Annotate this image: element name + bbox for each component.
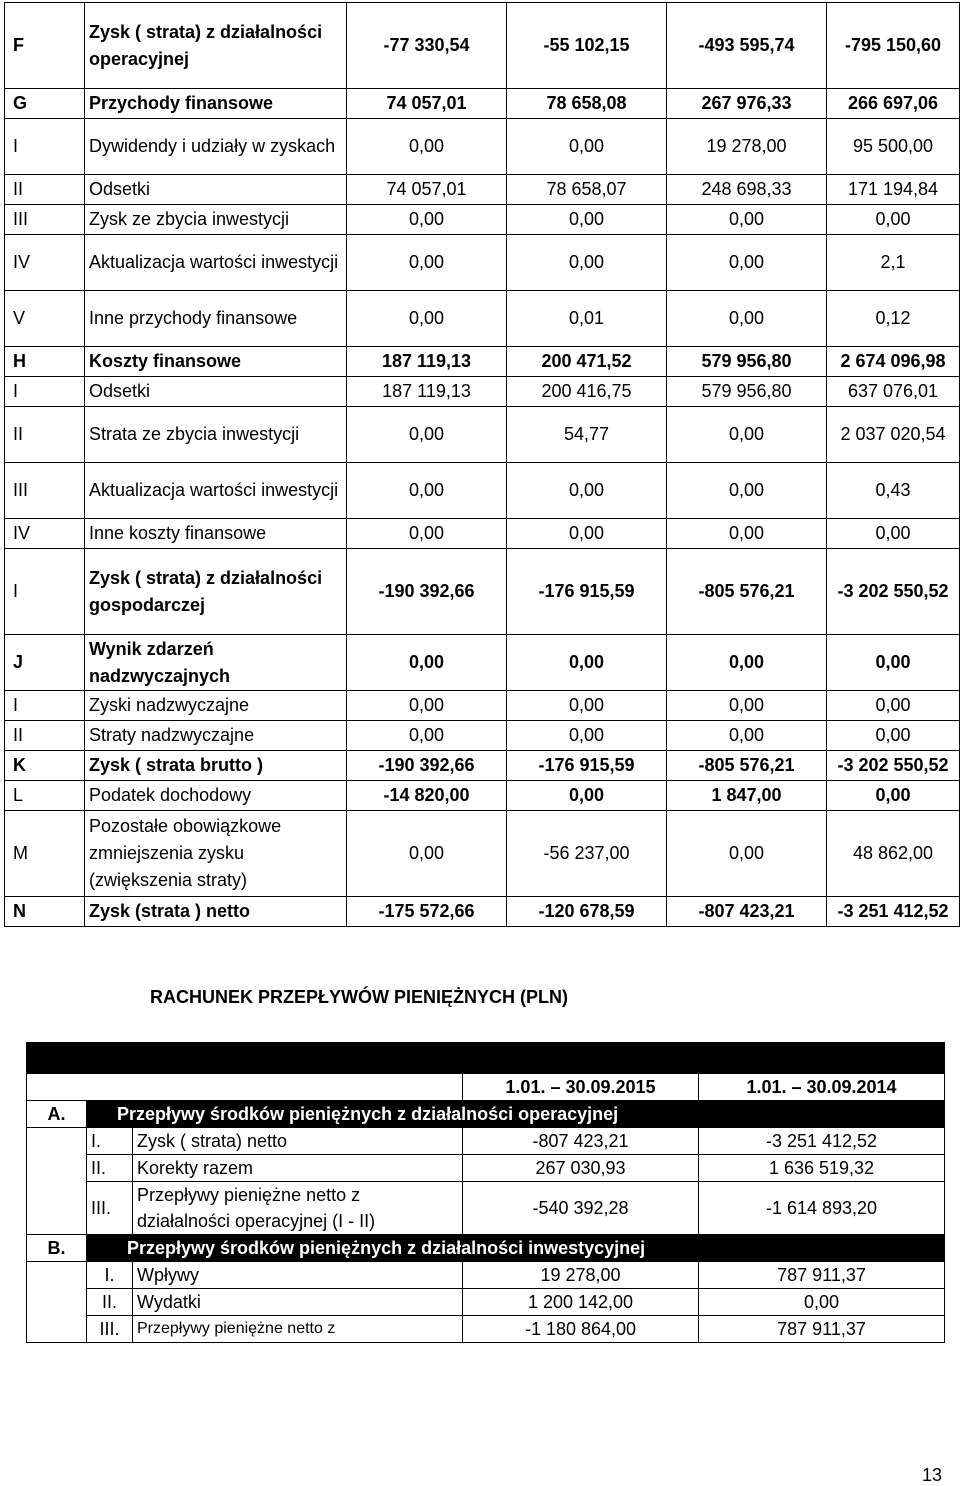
row-code: III. (87, 1182, 133, 1235)
row-value-2014: 0,00 (699, 1289, 945, 1316)
row-value-2015: -1 180 864,00 (463, 1316, 699, 1343)
cashflow-row (27, 1155, 945, 1182)
period-2015-header: 1.01. – 30.09.2015 (463, 1074, 699, 1101)
row-value-col-1: 0,00 (347, 119, 507, 175)
row-value-col-1: 74 057,01 (347, 175, 507, 205)
row-value-col-2: 200 416,75 (507, 377, 667, 407)
row-value-2014: 787 911,37 (699, 1316, 945, 1343)
statement-row (5, 347, 960, 377)
row-value-col-2: 78 658,07 (507, 175, 667, 205)
row-label: Podatek dochodowy (85, 781, 347, 811)
statement-row (5, 721, 960, 751)
row-value-col-1: -190 392,66 (347, 751, 507, 781)
row-value-col-1: -77 330,54 (347, 3, 507, 89)
statement-row (5, 377, 960, 407)
row-value-col-4: 0,00 (827, 721, 960, 751)
row-value-col-4: 95 500,00 (827, 119, 960, 175)
row-value-col-2: 0,00 (507, 205, 667, 235)
statement-row (5, 235, 960, 291)
row-code: II (5, 721, 85, 751)
row-value-col-3: 0,00 (667, 463, 827, 519)
cashflow-row (27, 1182, 945, 1235)
row-value-col-4: 0,00 (827, 519, 960, 549)
row-value-col-3: 0,00 (667, 635, 827, 691)
row-value-2014: 1 636 519,32 (699, 1155, 945, 1182)
row-value-col-2: -56 237,00 (507, 811, 667, 897)
statement-row (5, 781, 960, 811)
section-b-header (27, 1235, 945, 1262)
row-label: Aktualizacja wartości inwestycji (85, 463, 347, 519)
row-value-col-3: -493 595,74 (667, 3, 827, 89)
row-label: Dywidendy i udziały w zyskach (85, 119, 347, 175)
row-value-col-3: 0,00 (667, 691, 827, 721)
row-code: K (5, 751, 85, 781)
statement-row (5, 897, 960, 927)
row-label: Odsetki (85, 175, 347, 205)
row-value-col-2: 78 658,08 (507, 89, 667, 119)
row-value-col-4: 2,1 (827, 235, 960, 291)
row-value-col-4: 2 037 020,54 (827, 407, 960, 463)
row-code: II (5, 407, 85, 463)
row-label: Aktualizacja wartości inwestycji (85, 235, 347, 291)
row-code: N (5, 897, 85, 927)
row-value-col-1: 0,00 (347, 463, 507, 519)
row-value-2015: 267 030,93 (463, 1155, 699, 1182)
row-code: III (5, 463, 85, 519)
row-label: Zysk (strata ) netto (85, 897, 347, 927)
statement-row (5, 519, 960, 549)
income-statement-table (4, 2, 960, 927)
row-code: II (5, 175, 85, 205)
row-value-col-4: 48 862,00 (827, 811, 960, 897)
row-value-col-1: -190 392,66 (347, 549, 507, 635)
row-value-col-3: 0,00 (667, 407, 827, 463)
row-value-col-1: -14 820,00 (347, 781, 507, 811)
statement-row (5, 811, 960, 897)
row-value-col-3: 0,00 (667, 721, 827, 751)
row-code: IV (5, 519, 85, 549)
row-label: Zysk ( strata brutto ) (85, 751, 347, 781)
cashflow-row (27, 1316, 945, 1343)
row-value-col-2: 0,00 (507, 463, 667, 519)
row-value-col-3: 579 956,80 (667, 347, 827, 377)
statement-row (5, 549, 960, 635)
row-label: Zysk ( strata) z działalności gospodarczej (85, 549, 347, 635)
row-value-col-3: -805 576,21 (667, 549, 827, 635)
row-value-col-1: 0,00 (347, 407, 507, 463)
row-label: Zysk ( strata) z działalności operacyjnej (85, 3, 347, 89)
row-value-2014: -3 251 412,52 (699, 1128, 945, 1155)
row-label: Straty nadzwyczajne (85, 721, 347, 751)
row-value-col-2: 0,00 (507, 519, 667, 549)
row-label: Wydatki (133, 1289, 463, 1316)
statement-row (5, 751, 960, 781)
row-label: Korekty razem (133, 1155, 463, 1182)
row-value-col-2: 0,00 (507, 635, 667, 691)
row-label: Wynik zdarzeń nadzwyczajnych (85, 635, 347, 691)
row-value-col-2: 0,00 (507, 721, 667, 751)
row-value-col-4: -795 150,60 (827, 3, 960, 89)
row-value-col-1: 187 119,13 (347, 347, 507, 377)
row-value-col-2: 0,00 (507, 235, 667, 291)
row-label: Inne koszty finansowe (85, 519, 347, 549)
row-value-col-1: 187 119,13 (347, 377, 507, 407)
cashflow-row (27, 1128, 945, 1155)
row-code: V (5, 291, 85, 347)
row-code: I (5, 377, 85, 407)
row-code: I (5, 549, 85, 635)
cashflow-black-header (27, 1043, 945, 1074)
row-code: M (5, 811, 85, 897)
row-value-col-4: 0,00 (827, 205, 960, 235)
row-label: Odsetki (85, 377, 347, 407)
row-value-col-2: 200 471,52 (507, 347, 667, 377)
row-value-col-4: 0,00 (827, 635, 960, 691)
row-value-col-3: 0,00 (667, 291, 827, 347)
statement-row (5, 407, 960, 463)
row-value-col-3: 0,00 (667, 205, 827, 235)
row-label: Przepływy pieniężne netto z (133, 1316, 463, 1343)
row-value-col-4: 0,43 (827, 463, 960, 519)
row-value-col-1: 0,00 (347, 291, 507, 347)
statement-row (5, 175, 960, 205)
row-value-col-2: -55 102,15 (507, 3, 667, 89)
row-value-col-4: -3 251 412,52 (827, 897, 960, 927)
row-value-2015: 19 278,00 (463, 1262, 699, 1289)
row-label: Wpływy (133, 1262, 463, 1289)
row-value-col-2: 0,00 (507, 119, 667, 175)
row-code: F (5, 3, 85, 89)
statement-row (5, 635, 960, 691)
statement-row (5, 119, 960, 175)
row-value-col-4: 0,00 (827, 781, 960, 811)
row-label: Koszty finansowe (85, 347, 347, 377)
row-value-col-3: 0,00 (667, 811, 827, 897)
row-value-col-4: 0,00 (827, 691, 960, 721)
page-number: 13 (922, 1465, 943, 1485)
cashflow-row (27, 1262, 945, 1289)
row-code: I. (87, 1128, 133, 1155)
row-value-col-2: 0,00 (507, 781, 667, 811)
row-code: H (5, 347, 85, 377)
row-value-col-3: 19 278,00 (667, 119, 827, 175)
statement-row (5, 463, 960, 519)
row-value-col-2: -120 678,59 (507, 897, 667, 927)
row-code: III. (87, 1316, 133, 1343)
row-code: II. (87, 1155, 133, 1182)
row-value-col-2: -176 915,59 (507, 751, 667, 781)
section-b-code: B. (27, 1235, 87, 1262)
row-value-col-3: 579 956,80 (667, 377, 827, 407)
section-a-header (27, 1101, 945, 1128)
cashflow-title: RACHUNEK PRZEPŁYWÓW PIENIĘŻNYCH (PLN) (150, 987, 568, 1007)
row-value-col-3: -807 423,21 (667, 897, 827, 927)
row-label: Zysk ze zbycia inwestycji (85, 205, 347, 235)
section-a-code: A. (27, 1101, 87, 1128)
statement-row (5, 291, 960, 347)
row-value-col-1: 74 057,01 (347, 89, 507, 119)
row-label: Zysk ( strata) netto (133, 1128, 463, 1155)
row-value-col-2: -176 915,59 (507, 549, 667, 635)
cashflow-period-header (27, 1074, 945, 1101)
row-value-col-3: 248 698,33 (667, 175, 827, 205)
row-value-col-4: 637 076,01 (827, 377, 960, 407)
row-code: I (5, 119, 85, 175)
row-value-col-2: 0,00 (507, 691, 667, 721)
row-value-col-1: 0,00 (347, 205, 507, 235)
row-code: III (5, 205, 85, 235)
row-value-col-3: 0,00 (667, 519, 827, 549)
row-code: J (5, 635, 85, 691)
period-2014-header: 1.01. – 30.09.2014 (699, 1074, 945, 1101)
row-label: Zyski nadzwyczajne (85, 691, 347, 721)
row-value-col-4: 0,12 (827, 291, 960, 347)
row-value-col-4: -3 202 550,52 (827, 751, 960, 781)
row-value-2015: 1 200 142,00 (463, 1289, 699, 1316)
row-value-col-1: 0,00 (347, 635, 507, 691)
row-code: IV (5, 235, 85, 291)
row-value-col-3: 267 976,33 (667, 89, 827, 119)
row-value-col-2: 0,01 (507, 291, 667, 347)
row-value-col-1: 0,00 (347, 721, 507, 751)
row-value-2015: -807 423,21 (463, 1128, 699, 1155)
row-value-col-1: 0,00 (347, 811, 507, 897)
row-label: Pozostałe obowiązkowe zmniejszenia zysku (zwiększenia straty) (85, 811, 347, 897)
row-value-col-3: 0,00 (667, 235, 827, 291)
row-value-2014: 787 911,37 (699, 1262, 945, 1289)
statement-row (5, 691, 960, 721)
row-code: II. (87, 1289, 133, 1316)
row-label: Przychody finansowe (85, 89, 347, 119)
row-code: L (5, 781, 85, 811)
row-value-col-3: -805 576,21 (667, 751, 827, 781)
row-value-col-4: -3 202 550,52 (827, 549, 960, 635)
section-a-title: Przepływy środków pieniężnych z działalności operacyjnej (87, 1101, 945, 1128)
row-code: I. (87, 1262, 133, 1289)
row-code: I (5, 691, 85, 721)
row-value-col-3: 1 847,00 (667, 781, 827, 811)
row-value-col-4: 171 194,84 (827, 175, 960, 205)
cashflow-row (27, 1289, 945, 1316)
row-label: Strata ze zbycia inwestycji (85, 407, 347, 463)
statement-row (5, 3, 960, 89)
row-value-2015: -540 392,28 (463, 1182, 699, 1235)
row-label: Inne przychody finansowe (85, 291, 347, 347)
row-value-col-1: 0,00 (347, 519, 507, 549)
row-value-col-1: 0,00 (347, 691, 507, 721)
row-value-col-4: 266 697,06 (827, 89, 960, 119)
statement-row (5, 89, 960, 119)
cashflow-table (26, 1042, 945, 1343)
row-value-2014: -1 614 893,20 (699, 1182, 945, 1235)
row-value-col-1: 0,00 (347, 235, 507, 291)
row-value-col-1: -175 572,66 (347, 897, 507, 927)
income-statement-body (5, 3, 960, 927)
row-label: Przepływy pieniężne netto z działalności operacyjnej (I - II) (133, 1182, 463, 1235)
row-value-col-2: 54,77 (507, 407, 667, 463)
statement-row (5, 205, 960, 235)
section-b-title: Przepływy środków pieniężnych z działalności inwestycyjnej (87, 1235, 945, 1262)
row-value-col-4: 2 674 096,98 (827, 347, 960, 377)
row-code: G (5, 89, 85, 119)
